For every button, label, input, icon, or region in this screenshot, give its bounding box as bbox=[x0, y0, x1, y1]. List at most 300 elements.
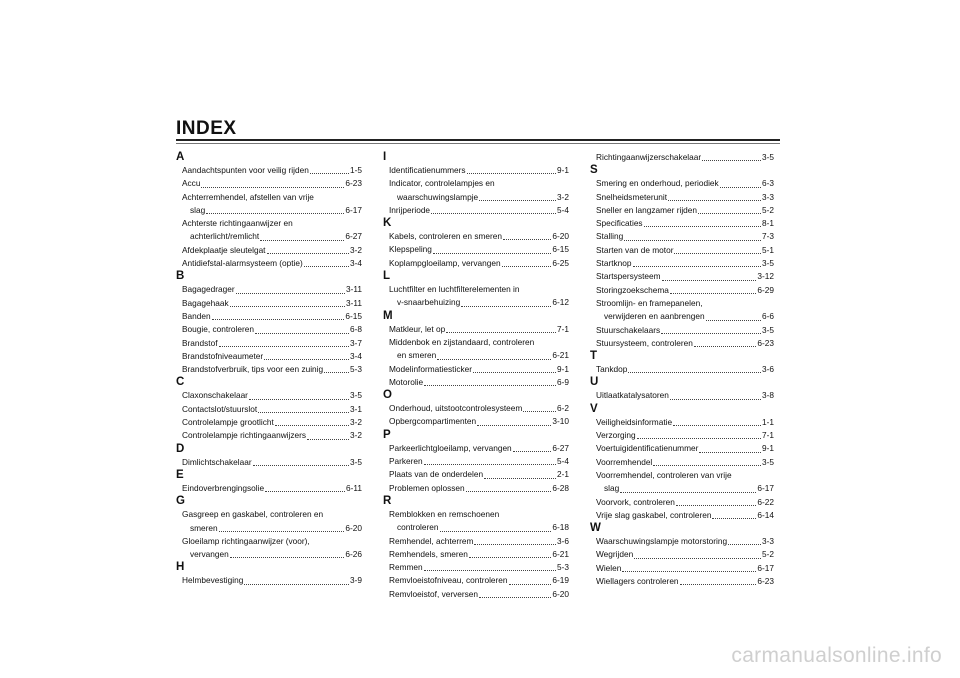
index-entry bbox=[590, 284, 774, 297]
dot-leader bbox=[637, 438, 761, 439]
index-page-ref: 6-28 bbox=[552, 482, 569, 493]
dot-leader bbox=[230, 557, 345, 558]
index-column-1 bbox=[176, 151, 362, 588]
index-page-ref: 6-11 bbox=[346, 482, 362, 493]
index-entry bbox=[590, 496, 774, 509]
dot-leader bbox=[670, 399, 761, 400]
index-entry bbox=[176, 244, 362, 257]
index-letter-heading: O bbox=[383, 389, 392, 402]
dot-leader bbox=[424, 570, 556, 571]
index-letter-heading: B bbox=[176, 270, 185, 283]
index-entry bbox=[590, 429, 774, 442]
dot-leader bbox=[523, 411, 556, 412]
index-entry-text: Plaats van de onderdelen bbox=[389, 469, 484, 480]
index-entry bbox=[383, 508, 569, 535]
index-entry-text: Wegrijden bbox=[596, 549, 634, 560]
index-entry-text: verwijderen en aanbrengen bbox=[604, 311, 705, 322]
dot-leader bbox=[728, 544, 761, 545]
index-page-ref: 3-5 bbox=[762, 152, 774, 162]
index-entry-text: slag bbox=[604, 483, 620, 494]
index-page-ref: 3-11 bbox=[346, 297, 362, 308]
index-entry bbox=[383, 588, 569, 601]
index-entry-text: Remblokken en remschoenen bbox=[389, 508, 500, 519]
index-letter-heading: S bbox=[590, 164, 598, 177]
dot-leader bbox=[201, 187, 344, 188]
index-entry-text: Luchtfilter en luchtfilterelementen in bbox=[389, 284, 520, 295]
index-entry-text: Sneller en langzamer rijden bbox=[596, 204, 698, 215]
dot-leader bbox=[466, 491, 552, 492]
index-entry-text: Wiellagers controleren bbox=[596, 576, 679, 587]
index-entry bbox=[176, 456, 362, 469]
dot-leader bbox=[712, 518, 756, 519]
index-entry-text: Gloeilamp richtingaanwijzer (voor), bbox=[182, 535, 310, 546]
index-letter-heading: U bbox=[590, 376, 599, 389]
index-letter-heading: R bbox=[383, 494, 392, 507]
index-entry-text: Modelinformatiesticker bbox=[389, 363, 472, 374]
dot-leader bbox=[304, 266, 349, 267]
index-page-ref: 5-4 bbox=[557, 456, 569, 467]
index-entry bbox=[590, 469, 774, 496]
index-entry-text: Stuurschakelaars bbox=[596, 324, 661, 335]
index-page-ref: 6-21 bbox=[552, 548, 569, 559]
index-entry-text: Brandstofverbruik, tips voor een zuinig bbox=[182, 364, 324, 375]
index-entry-text: Remmen bbox=[389, 562, 423, 573]
index-page-ref: 6-29 bbox=[757, 284, 774, 295]
dot-leader bbox=[694, 346, 757, 347]
index-page-ref: 1-5 bbox=[350, 165, 362, 175]
index-entry-text: Specificaties bbox=[596, 218, 643, 229]
dot-leader bbox=[244, 584, 349, 585]
index-entry-text: Afdekplaatje sleutelgat bbox=[182, 244, 266, 255]
title-rule bbox=[176, 139, 780, 141]
dot-leader bbox=[634, 558, 761, 559]
index-entry bbox=[176, 310, 362, 323]
dot-leader bbox=[479, 597, 551, 598]
index-entry bbox=[383, 548, 569, 561]
dot-leader bbox=[706, 320, 761, 321]
index-entry bbox=[590, 244, 774, 257]
dot-leader bbox=[670, 293, 757, 294]
index-entry bbox=[176, 389, 362, 402]
index-page-ref: 6-14 bbox=[757, 509, 774, 520]
dot-leader bbox=[265, 491, 345, 492]
index-entry-text: vervangen bbox=[190, 549, 229, 560]
dot-leader bbox=[624, 240, 761, 241]
index-page-ref: 6-3 bbox=[762, 178, 774, 189]
dot-leader bbox=[467, 173, 556, 174]
index-column-2 bbox=[383, 151, 569, 601]
index-entry bbox=[176, 350, 362, 363]
index-entry-text: Veiligheidsinformatie bbox=[596, 416, 673, 427]
index-entry bbox=[176, 429, 362, 442]
index-entry bbox=[590, 177, 774, 190]
index-page-ref: 3-5 bbox=[762, 324, 774, 335]
index-page-ref: 6-20 bbox=[345, 522, 362, 533]
index-entry-text: Klepspeling bbox=[389, 244, 432, 255]
index-page-ref: 9-1 bbox=[557, 165, 569, 175]
index-page-ref: 2-1 bbox=[557, 469, 569, 480]
index-entry-text: Voorvork, controleren bbox=[596, 496, 675, 507]
index-entry bbox=[176, 403, 362, 416]
index-entry-text: Vrije slag gaskabel, controleren bbox=[596, 509, 712, 520]
index-page-ref: 6-18 bbox=[552, 522, 569, 533]
dot-leader bbox=[461, 306, 551, 307]
index-entry-text: Motorolie bbox=[389, 376, 424, 387]
index-entry-text: Achterste richtingaanwijzer en bbox=[182, 218, 293, 229]
index-entry bbox=[590, 416, 774, 429]
dot-leader bbox=[253, 465, 349, 466]
index-entry bbox=[590, 204, 774, 217]
index-entry bbox=[590, 509, 774, 522]
index-entry-text: Starten van de motor bbox=[596, 244, 674, 255]
dot-leader bbox=[668, 200, 761, 201]
index-entry bbox=[590, 363, 774, 376]
index-entry bbox=[383, 257, 569, 270]
index-entry-text: Voorremhendel, controleren van vrije bbox=[596, 469, 732, 480]
index-page-ref: 3-5 bbox=[762, 258, 774, 269]
index-entry-text: Kabels, controleren en smeren bbox=[389, 231, 502, 242]
index-entry bbox=[590, 151, 774, 164]
index-entry-text: achterlicht/remlicht bbox=[190, 231, 260, 242]
index-entry bbox=[176, 535, 362, 562]
index-page-ref: 3-2 bbox=[350, 244, 362, 255]
index-entry bbox=[590, 217, 774, 230]
dot-leader bbox=[255, 333, 349, 334]
dot-leader bbox=[424, 464, 556, 465]
dot-leader bbox=[680, 584, 757, 585]
index-entry-text: Voorremhendel bbox=[596, 456, 653, 467]
index-letter-heading: C bbox=[176, 376, 185, 389]
index-page-ref: 6-23 bbox=[345, 178, 362, 189]
index-entry bbox=[383, 561, 569, 574]
index-page-ref: 6-27 bbox=[345, 231, 362, 242]
index-entry bbox=[590, 389, 774, 402]
index-page-ref: 6-17 bbox=[345, 204, 362, 215]
index-entry bbox=[590, 535, 774, 548]
index-entry bbox=[590, 337, 774, 350]
dot-leader bbox=[258, 412, 349, 413]
index-page-ref: 6-20 bbox=[552, 231, 569, 242]
dot-leader bbox=[219, 346, 349, 347]
dot-leader bbox=[219, 531, 345, 532]
dot-leader bbox=[473, 372, 556, 373]
index-page-ref: 3-4 bbox=[350, 350, 362, 361]
dot-leader bbox=[474, 544, 556, 545]
index-entry bbox=[383, 243, 569, 256]
dot-leader bbox=[674, 253, 761, 254]
index-page-ref: 3-7 bbox=[350, 337, 362, 348]
index-entry-text: Controlelampje richtingaanwijzers bbox=[182, 430, 307, 441]
index-entry bbox=[176, 177, 362, 190]
index-page-ref: 5-3 bbox=[350, 364, 362, 375]
index-page-ref: 6-17 bbox=[757, 483, 774, 494]
index-letter-heading: P bbox=[383, 428, 391, 441]
index-entry-text: Contactslot/stuurslot bbox=[182, 403, 258, 414]
index-entry-text: controleren bbox=[397, 522, 439, 533]
dot-leader bbox=[702, 160, 761, 161]
index-entry-text: Identificatienummers bbox=[389, 165, 466, 175]
index-entry bbox=[176, 482, 362, 495]
index-entry-text: Indicator, controlelampjes en bbox=[389, 178, 495, 189]
index-entry bbox=[590, 324, 774, 337]
index-entry bbox=[383, 402, 569, 415]
index-entry-text: Dimlichtschakelaar bbox=[182, 456, 252, 467]
index-page-ref: 6-23 bbox=[757, 576, 774, 587]
index-page-ref: 3-9 bbox=[350, 575, 362, 586]
index-entry bbox=[176, 164, 362, 177]
index-page-ref: 3-1 bbox=[350, 403, 362, 414]
index-letter-heading: M bbox=[383, 309, 393, 322]
index-page-ref: 7-1 bbox=[557, 323, 569, 334]
index-entry-text: v-snaarbehuizing bbox=[397, 297, 461, 308]
index-entry-text: en smeren bbox=[397, 350, 437, 361]
index-page-ref: 6-21 bbox=[552, 350, 569, 361]
index-letter-heading: D bbox=[176, 442, 185, 455]
dot-leader bbox=[628, 372, 761, 373]
index-letter-heading: K bbox=[383, 217, 392, 230]
index-page-ref: 1-1 bbox=[762, 416, 774, 427]
index-page-ref: 6-20 bbox=[552, 588, 569, 599]
dot-leader bbox=[661, 333, 761, 334]
dot-leader bbox=[503, 239, 551, 240]
index-letter-heading: I bbox=[383, 151, 387, 163]
dot-leader bbox=[307, 439, 349, 440]
dot-leader bbox=[662, 280, 757, 281]
index-entry bbox=[176, 191, 362, 218]
index-entry bbox=[383, 442, 569, 455]
index-entry bbox=[590, 442, 774, 455]
dot-leader bbox=[260, 240, 344, 241]
index-entry-text: Controlelampje grootlicht bbox=[182, 417, 274, 428]
index-entry bbox=[383, 204, 569, 217]
index-entry bbox=[176, 416, 362, 429]
index-entry-text: Voertuigidentificatienummer bbox=[596, 443, 699, 454]
index-entry-text: smeren bbox=[190, 522, 218, 533]
dot-leader bbox=[469, 557, 552, 558]
index-page-ref: 6-19 bbox=[552, 575, 569, 586]
index-page-ref: 3-2 bbox=[557, 191, 569, 202]
index-page-ref: 9-1 bbox=[762, 443, 774, 454]
dot-leader bbox=[206, 213, 344, 214]
index-entry-text: Wielen bbox=[596, 562, 622, 573]
index-entry-text: Bagagehaak bbox=[182, 297, 229, 308]
index-entry-text: Remhendels, smeren bbox=[389, 548, 468, 559]
index-page-ref: 3-12 bbox=[757, 271, 774, 282]
index-page-ref: 3-3 bbox=[762, 191, 774, 202]
index-entry-text: Storingzoekschema bbox=[596, 284, 669, 295]
page-title: INDEX bbox=[176, 118, 237, 139]
index-entry-text: Inrijperiode bbox=[389, 204, 431, 215]
index-entry-text: Antidiefstal-alarmsysteem (optie) bbox=[182, 258, 303, 269]
index-entry-text: Uitlaatkatalysatoren bbox=[596, 390, 669, 401]
index-entry-text: Aandachtspunten voor veilig rijden bbox=[182, 165, 309, 175]
index-entry bbox=[590, 191, 774, 204]
index-letter-heading: L bbox=[383, 270, 391, 283]
dot-leader bbox=[249, 399, 349, 400]
index-page-ref: 9-1 bbox=[557, 363, 569, 374]
dot-leader bbox=[433, 253, 551, 254]
index-letter-heading: H bbox=[176, 561, 185, 574]
index-entry bbox=[176, 217, 362, 244]
dot-leader bbox=[479, 200, 556, 201]
dot-leader bbox=[236, 293, 345, 294]
dot-leader bbox=[620, 492, 756, 493]
index-entry-text: Koplampgloeilamp, vervangen bbox=[389, 257, 501, 268]
index-entry bbox=[590, 257, 774, 270]
index-entry bbox=[383, 323, 569, 336]
index-entry-text: Problemen oplossen bbox=[389, 482, 465, 493]
watermark: carmanualsonline.info bbox=[731, 644, 942, 667]
index-page-ref: 8-1 bbox=[762, 218, 774, 229]
index-entry-text: Brandstof bbox=[182, 337, 218, 348]
index-entry bbox=[590, 230, 774, 243]
index-entry bbox=[590, 548, 774, 561]
index-entry bbox=[383, 164, 569, 177]
index-entry bbox=[590, 297, 774, 324]
index-entry bbox=[383, 177, 569, 204]
index-entry bbox=[383, 468, 569, 481]
index-page-ref: 3-2 bbox=[350, 430, 362, 441]
index-page-ref: 6-23 bbox=[757, 337, 774, 348]
index-entry-text: Richtingaanwijzerschakelaar bbox=[596, 152, 702, 162]
index-letter-heading: A bbox=[176, 151, 185, 163]
dot-leader bbox=[446, 332, 556, 333]
index-entry-text: Remvloeistofniveau, controleren bbox=[389, 575, 508, 586]
index-entry bbox=[590, 562, 774, 575]
index-entry-text: Snelheidsmeterunit bbox=[596, 191, 668, 202]
index-page-ref: 6-6 bbox=[762, 311, 774, 322]
index-entry bbox=[383, 574, 569, 587]
dot-leader bbox=[653, 465, 761, 466]
dot-leader bbox=[324, 372, 349, 373]
index-entry-text: Gasgreep en gaskabel, controleren en bbox=[182, 509, 324, 520]
index-page-ref: 6-12 bbox=[552, 297, 569, 308]
dot-leader bbox=[431, 213, 556, 214]
index-page-ref: 5-2 bbox=[762, 204, 774, 215]
index-entry bbox=[590, 270, 774, 283]
index-entry bbox=[383, 283, 569, 310]
index-entry-text: Startspersysteem bbox=[596, 271, 661, 282]
index-entry bbox=[590, 575, 774, 588]
index-entry-text: Middenbok en zijstandaard, controleren bbox=[389, 336, 535, 347]
index-entry-text: Waarschuwingslampje motorstoring bbox=[596, 536, 728, 547]
index-entry-text: Onderhoud, uitstootcontrolesysteem bbox=[389, 403, 523, 414]
index-entry-text: Accu bbox=[182, 178, 201, 189]
index-entry-text: Banden bbox=[182, 310, 211, 321]
index-page-ref: 5-4 bbox=[557, 204, 569, 215]
index-entry-text: Eindoverbrengingsolie bbox=[182, 482, 265, 493]
index-page-ref: 7-1 bbox=[762, 430, 774, 441]
index-entry bbox=[176, 297, 362, 310]
dot-leader bbox=[513, 451, 552, 452]
index-entry-text: waarschuwingslampje bbox=[397, 191, 479, 202]
index-entry-text: Parkeerlichtgloeilamp, vervangen bbox=[389, 442, 512, 453]
index-entry-text: Remvloeistof, verversen bbox=[389, 588, 478, 599]
index-entry bbox=[176, 574, 362, 587]
index-entry bbox=[176, 323, 362, 336]
dot-leader bbox=[230, 306, 345, 307]
index-page-ref: 6-9 bbox=[557, 376, 569, 387]
index-page-ref: 6-17 bbox=[757, 562, 774, 573]
index-page-ref: 3-8 bbox=[762, 390, 774, 401]
dot-leader bbox=[622, 571, 756, 572]
index-page-ref: 6-25 bbox=[552, 257, 569, 268]
index-entry bbox=[176, 257, 362, 270]
index-page-ref: 6-2 bbox=[557, 403, 569, 414]
index-entry-text: slag bbox=[190, 204, 206, 215]
index-entry-text: Startknop bbox=[596, 258, 632, 269]
index-entry-text: Achterremhendel, afstellen van vrije bbox=[182, 191, 314, 202]
index-letter-heading: T bbox=[590, 350, 598, 363]
index-page-ref: 6-8 bbox=[350, 324, 362, 335]
index-page-ref: 7-3 bbox=[762, 231, 774, 242]
index-entry-text: Stuursysteem, controleren bbox=[596, 337, 693, 348]
dot-leader bbox=[477, 425, 551, 426]
dot-leader bbox=[698, 213, 761, 214]
dot-leader bbox=[264, 359, 349, 360]
index-entry-text: Stalling bbox=[596, 231, 624, 242]
dot-leader bbox=[267, 253, 350, 254]
index-entry-text: Helmbevestiging bbox=[182, 575, 244, 586]
index-page-ref: 5-1 bbox=[762, 244, 774, 255]
index-page-ref: 3-5 bbox=[762, 456, 774, 467]
dot-leader bbox=[644, 226, 761, 227]
index-letter-heading: W bbox=[590, 522, 601, 535]
index-entry bbox=[383, 415, 569, 428]
index-entry bbox=[590, 456, 774, 469]
dot-leader bbox=[676, 505, 757, 506]
dot-leader bbox=[437, 359, 551, 360]
index-entry-text: Tankdop bbox=[596, 364, 628, 375]
dot-leader bbox=[440, 531, 552, 532]
dot-leader bbox=[699, 452, 761, 453]
index-entry-text: Bougie, controleren bbox=[182, 324, 254, 335]
index-entry bbox=[383, 230, 569, 243]
dot-leader bbox=[673, 425, 761, 426]
index-entry bbox=[383, 336, 569, 363]
dot-leader bbox=[633, 266, 761, 267]
index-page-ref: 3-10 bbox=[552, 416, 569, 427]
index-entry-text: Verzorging bbox=[596, 430, 636, 441]
index-page-ref: 5-3 bbox=[557, 562, 569, 573]
index-entry-text: Opbergcompartimenten bbox=[389, 416, 477, 427]
index-page-ref: 6-26 bbox=[345, 549, 362, 560]
dot-leader bbox=[275, 425, 349, 426]
index-entry bbox=[176, 363, 362, 376]
index-page-ref: 6-15 bbox=[345, 310, 362, 321]
index-entry bbox=[176, 283, 362, 296]
index-entry-text: Matkleur, let op bbox=[389, 323, 446, 334]
index-page-ref: 3-2 bbox=[350, 417, 362, 428]
index-letter-heading: V bbox=[590, 402, 598, 415]
index-entry-text: Parkeren bbox=[389, 456, 423, 467]
index-page-ref: 3-3 bbox=[762, 536, 774, 547]
index-entry-text: Bagagedrager bbox=[182, 284, 235, 295]
dot-leader bbox=[424, 385, 556, 386]
dot-leader bbox=[484, 478, 556, 479]
index-entry-text: Smering en onderhoud, periodiek bbox=[596, 178, 719, 189]
index-page-ref: 3-4 bbox=[350, 258, 362, 269]
index-page-ref: 6-27 bbox=[552, 442, 569, 453]
dot-leader bbox=[509, 584, 552, 585]
index-column-3 bbox=[590, 151, 774, 588]
index-entry bbox=[383, 482, 569, 495]
index-page-ref: 6-22 bbox=[757, 496, 774, 507]
dot-leader bbox=[212, 319, 345, 320]
index-page-ref: 3-6 bbox=[762, 364, 774, 375]
title-rule-thin bbox=[176, 143, 780, 144]
index-letter-heading: E bbox=[176, 468, 184, 481]
